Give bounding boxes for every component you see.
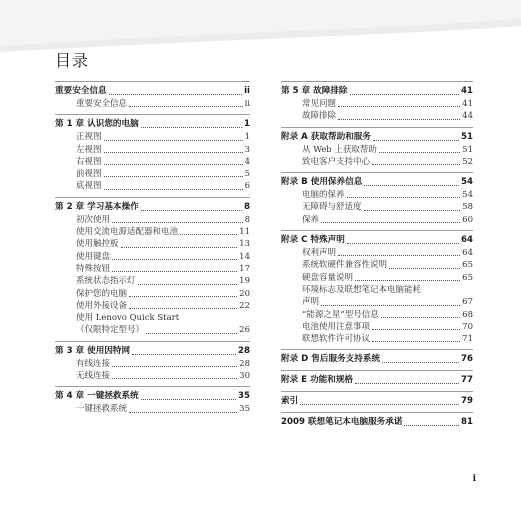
toc-left-column bbox=[55, 81, 250, 420]
dot-leader bbox=[180, 234, 237, 235]
toc-entry-label: 从 Web 上获取帮助 bbox=[302, 144, 377, 155]
toc-entry-page-number: 8 bbox=[244, 214, 250, 225]
dot-leader bbox=[112, 259, 237, 260]
toc-chapter-heading-label: 附录 A 获取帮助和服务 bbox=[281, 131, 371, 142]
toc-entry-label: 左视图 bbox=[76, 144, 102, 155]
toc-entry-page-number: 65 bbox=[462, 272, 473, 283]
toc-entry-label: 有线连接 bbox=[76, 358, 111, 369]
toc-section bbox=[281, 230, 473, 345]
toc-entry[interactable] bbox=[55, 275, 250, 287]
toc-entry-label: 保护您的电脑 bbox=[76, 288, 128, 299]
toc-entry-page-number: 65 bbox=[462, 260, 473, 271]
dot-leader bbox=[381, 317, 460, 318]
toc-entry[interactable] bbox=[281, 98, 473, 110]
toc-chapter-heading-page-number: 35 bbox=[238, 391, 250, 402]
dot-leader bbox=[112, 378, 237, 379]
toc-chapter-heading[interactable] bbox=[55, 345, 250, 358]
dot-leader bbox=[373, 140, 459, 141]
toc-chapter-heading-label: 附录 E 功能和规格 bbox=[281, 375, 354, 386]
toc-entry-label: 保养 bbox=[302, 214, 320, 225]
toc-chapter-heading-page-number: 51 bbox=[461, 131, 473, 142]
toc-chapter-heading-label: 索引 bbox=[281, 396, 299, 407]
toc-entry-page-number: 1 bbox=[244, 132, 250, 143]
toc-entry-label: 正视图 bbox=[76, 132, 102, 143]
toc-entry-page-number: 28 bbox=[239, 358, 250, 369]
dot-leader bbox=[141, 210, 242, 211]
toc-section bbox=[281, 349, 473, 366]
toc-entry-wrapped-line1: 使用 Lenovo Quick Start bbox=[76, 313, 180, 324]
toc-entry-page-number: 71 bbox=[462, 334, 473, 345]
toc-chapter-heading[interactable] bbox=[281, 374, 473, 387]
toc-entry-page-number: 30 bbox=[239, 371, 250, 382]
toc-section bbox=[281, 81, 473, 123]
toc-section bbox=[281, 127, 473, 169]
dot-leader bbox=[109, 94, 243, 95]
toc-entry-label: “能源之星”型号信息 bbox=[302, 309, 379, 320]
dot-leader bbox=[104, 140, 243, 141]
toc-entry-label: 使用键盘 bbox=[76, 251, 111, 262]
toc-entry-label: 底视图 bbox=[76, 181, 102, 192]
toc-entry[interactable] bbox=[281, 247, 473, 259]
dot-leader bbox=[372, 164, 460, 165]
toc-section bbox=[281, 412, 473, 429]
toc-entry-label: 初次使用 bbox=[76, 214, 111, 225]
toc-entry-page-number: 52 bbox=[462, 156, 473, 167]
dot-leader bbox=[347, 197, 461, 198]
toc-chapter-heading-label: 第 3 章 使用因特网 bbox=[55, 345, 131, 356]
dot-leader bbox=[338, 106, 460, 107]
dot-leader bbox=[404, 425, 459, 426]
toc-entry-label: 无障碍与舒适度 bbox=[302, 202, 362, 213]
toc-chapter-heading-label: 第 1 章 认识您的电脑 bbox=[55, 119, 139, 130]
toc-section bbox=[55, 341, 250, 383]
toc-entry[interactable] bbox=[281, 144, 473, 156]
toc-entry[interactable] bbox=[55, 238, 250, 250]
dot-leader bbox=[141, 127, 242, 128]
toc-entry[interactable] bbox=[55, 263, 250, 275]
toc-entry[interactable] bbox=[281, 214, 473, 226]
toc-entry-page-number: 35 bbox=[239, 404, 250, 415]
dot-leader bbox=[121, 247, 238, 248]
toc-chapter-heading-page-number: ii bbox=[244, 86, 250, 96]
toc-entry-page-number: 68 bbox=[462, 309, 473, 320]
toc-chapter-heading[interactable] bbox=[281, 353, 473, 366]
toc-entry-page-number: 11 bbox=[239, 227, 250, 238]
toc-chapter-heading-page-number: 41 bbox=[461, 86, 473, 96]
dot-leader bbox=[141, 399, 236, 400]
toc-entry[interactable] bbox=[281, 309, 473, 321]
toc-section bbox=[55, 197, 250, 337]
toc-chapter-heading-page-number: 54 bbox=[461, 177, 473, 188]
toc-entry-page-number: 14 bbox=[239, 251, 250, 262]
toc-chapter-heading[interactable] bbox=[55, 390, 250, 403]
toc-chapter-heading[interactable] bbox=[281, 395, 473, 408]
toc-chapter-heading-page-number: 1 bbox=[244, 119, 250, 130]
dot-leader bbox=[321, 222, 460, 223]
toc-entry-page-number: 41 bbox=[462, 99, 473, 109]
dot-leader bbox=[104, 176, 243, 177]
toc-chapter-heading-label: 附录 B 使用保养信息 bbox=[281, 177, 363, 188]
toc-entry-label: 电池使用注意事项 bbox=[302, 321, 371, 332]
toc-entry-page-number: 19 bbox=[239, 276, 250, 287]
toc-entry[interactable] bbox=[281, 259, 473, 271]
toc-chapter-heading-label: 重要安全信息 bbox=[55, 86, 107, 96]
toc-entry-label: 无线连接 bbox=[76, 371, 111, 382]
toc-entry-page-number: 64 bbox=[462, 248, 473, 259]
toc-entry-page-number: 5 bbox=[244, 169, 250, 180]
toc-entry-wrapped-line1: 环境标志及联想笔记本电脑能耗 bbox=[302, 284, 422, 295]
toc-chapter-heading[interactable] bbox=[281, 234, 473, 247]
dot-leader bbox=[129, 106, 243, 107]
toc-entry-page-number: 44 bbox=[462, 111, 473, 122]
toc-entry-label: 使用触控板 bbox=[76, 239, 119, 250]
toc-chapter-heading[interactable] bbox=[55, 85, 250, 98]
toc-section bbox=[281, 391, 473, 408]
toc-entry[interactable] bbox=[55, 403, 250, 415]
toc-right-column bbox=[281, 81, 473, 433]
toc-chapter-heading-page-number: 8 bbox=[244, 201, 250, 212]
toc-entry-label: 系统状态指示灯 bbox=[76, 276, 136, 287]
dot-leader bbox=[379, 152, 460, 153]
toc-entry-label: 重要安全信息 bbox=[76, 99, 128, 109]
dot-leader bbox=[104, 189, 243, 190]
toc-section bbox=[55, 114, 250, 192]
toc-entry[interactable] bbox=[55, 180, 250, 192]
toc-entry-label: 一键拯救系统 bbox=[76, 404, 128, 415]
toc-entry-page-number: 17 bbox=[239, 263, 250, 274]
dot-leader bbox=[355, 280, 460, 281]
dot-leader bbox=[129, 296, 237, 297]
toc-entry-label: 系统软硬件兼容性说明 bbox=[302, 260, 388, 271]
toc-chapter-heading-label: 附录 C 特殊声明 bbox=[281, 235, 345, 246]
toc-chapter-heading-label: 第 4 章 一键拯救系统 bbox=[55, 391, 139, 402]
toc-entry-wrapped-line2[interactable] bbox=[55, 324, 250, 336]
toc-chapter-heading-page-number: 64 bbox=[461, 235, 473, 246]
toc-chapter-heading-label: 第 2 章 学习基本操作 bbox=[55, 201, 139, 212]
toc-entry-label: 特殊按钮 bbox=[76, 263, 111, 274]
toc-chapter-heading[interactable] bbox=[281, 85, 473, 98]
toc-entry-page-number: 58 bbox=[462, 202, 473, 213]
toc-chapter-heading-page-number: 81 bbox=[461, 417, 473, 428]
dot-leader bbox=[104, 152, 243, 153]
dot-leader bbox=[112, 271, 237, 272]
dot-leader bbox=[364, 185, 459, 186]
toc-entry[interactable] bbox=[55, 226, 250, 238]
toc-entry[interactable] bbox=[55, 370, 250, 382]
toc-chapter-heading[interactable] bbox=[281, 131, 473, 144]
toc-entry-label: 右视图 bbox=[76, 156, 102, 167]
toc-chapter-heading[interactable] bbox=[55, 118, 250, 131]
toc-entry-wrapped-line2-page-number: 26 bbox=[239, 325, 250, 336]
toc-entry-label: 使用外接设备 bbox=[76, 300, 128, 311]
toc-chapter-heading[interactable] bbox=[55, 201, 250, 214]
toc-entry[interactable] bbox=[55, 131, 250, 143]
toc-entry-label: 硬盘容量说明 bbox=[302, 272, 354, 283]
dot-leader bbox=[389, 268, 460, 269]
toc-entry-page-number: 3 bbox=[244, 144, 250, 155]
toc-entry[interactable] bbox=[281, 272, 473, 284]
toc-entry[interactable] bbox=[55, 214, 250, 226]
toc-chapter-heading-label: 2009 联想笔记本电脑服务承诺 bbox=[281, 417, 403, 428]
toc-entry-label: 致电客户支持中心 bbox=[302, 156, 371, 167]
toc-chapter-heading-label: 第 5 章 故障排除 bbox=[281, 86, 348, 96]
toc-entry[interactable] bbox=[55, 98, 250, 110]
toc-entry-wrapped-line2-label: 声明 bbox=[302, 297, 320, 308]
toc-entry-wrapped-line2-page-number: 67 bbox=[462, 297, 473, 308]
page-number: i bbox=[472, 474, 476, 484]
dot-leader bbox=[129, 412, 237, 413]
toc-chapter-heading-label: 附录 D 售后服务支持系统 bbox=[281, 354, 381, 365]
toc-entry-page-number: 13 bbox=[239, 239, 250, 250]
toc-entry[interactable] bbox=[281, 321, 473, 333]
toc-entry[interactable] bbox=[281, 333, 473, 345]
dot-leader bbox=[364, 210, 461, 211]
toc-entry-page-number: 51 bbox=[462, 144, 473, 155]
toc-entry-wrapped-line2-label: （仅限特定型号） bbox=[76, 325, 145, 336]
toc-entry-label: 联想软件许可协议 bbox=[302, 334, 371, 345]
toc-entry-page-number: ii bbox=[244, 99, 250, 109]
dot-leader bbox=[112, 366, 237, 367]
toc-entry-page-number: 54 bbox=[462, 190, 473, 201]
toc-entry[interactable] bbox=[55, 251, 250, 263]
dot-leader bbox=[104, 164, 243, 165]
toc-entry[interactable] bbox=[281, 201, 473, 213]
dot-leader bbox=[347, 243, 459, 244]
toc-chapter-heading-page-number: 28 bbox=[238, 345, 250, 356]
dot-leader bbox=[132, 354, 236, 355]
toc-entry[interactable] bbox=[55, 168, 250, 180]
toc-entry-label: 电脑的保养 bbox=[302, 190, 345, 201]
toc-entry[interactable] bbox=[281, 110, 473, 122]
toc-entry[interactable] bbox=[55, 300, 250, 312]
toc-entry-page-number: 60 bbox=[462, 214, 473, 225]
dot-leader bbox=[372, 329, 460, 330]
toc-entry-label: 前视图 bbox=[76, 169, 102, 180]
toc-entry[interactable] bbox=[281, 156, 473, 168]
toc-entry-page-number: 22 bbox=[239, 300, 250, 311]
toc-entry-wrapped-line2[interactable] bbox=[281, 296, 473, 308]
toc-chapter-heading-page-number: 77 bbox=[461, 375, 473, 386]
dot-leader bbox=[350, 94, 460, 95]
dot-leader bbox=[321, 305, 460, 306]
toc-entry-wrapped[interactable] bbox=[55, 312, 250, 337]
toc-section bbox=[281, 172, 473, 226]
dot-leader bbox=[372, 341, 460, 342]
toc-chapter-heading[interactable] bbox=[281, 176, 473, 189]
dot-leader bbox=[138, 284, 238, 285]
toc-entry[interactable] bbox=[55, 156, 250, 168]
toc-entry[interactable] bbox=[55, 358, 250, 370]
dot-leader bbox=[338, 119, 460, 120]
toc-entry-label: 故障排除 bbox=[302, 111, 337, 122]
dot-leader bbox=[129, 308, 237, 309]
toc-entry[interactable] bbox=[55, 288, 250, 300]
dot-leader bbox=[300, 404, 459, 405]
toc-entry-label: 权利声明 bbox=[302, 248, 337, 259]
toc-entry-label: 使用交流电源适配器和电池 bbox=[76, 227, 179, 238]
toc-entry[interactable] bbox=[281, 189, 473, 201]
toc-chapter-heading-page-number: 76 bbox=[461, 354, 473, 365]
dot-leader bbox=[146, 333, 237, 334]
toc-entry-page-number: 4 bbox=[244, 156, 250, 167]
toc-entry-page-number: 6 bbox=[244, 181, 250, 192]
dot-leader bbox=[112, 222, 243, 223]
toc-section bbox=[55, 386, 250, 415]
dot-leader bbox=[338, 255, 460, 256]
dot-leader bbox=[355, 383, 459, 384]
toc-entry-page-number: 70 bbox=[462, 321, 473, 332]
toc-entry-wrapped[interactable] bbox=[281, 284, 473, 309]
toc-chapter-heading-page-number: 79 bbox=[461, 396, 473, 407]
toc-section bbox=[55, 81, 250, 110]
toc-entry[interactable] bbox=[55, 144, 250, 156]
dot-leader bbox=[382, 362, 459, 363]
page-title: 目录 bbox=[55, 51, 90, 70]
toc-entry-page-number: 20 bbox=[239, 288, 250, 299]
toc-section bbox=[281, 370, 473, 387]
toc-chapter-heading[interactable] bbox=[281, 416, 473, 429]
toc-entry-label: 常见问题 bbox=[302, 99, 337, 109]
